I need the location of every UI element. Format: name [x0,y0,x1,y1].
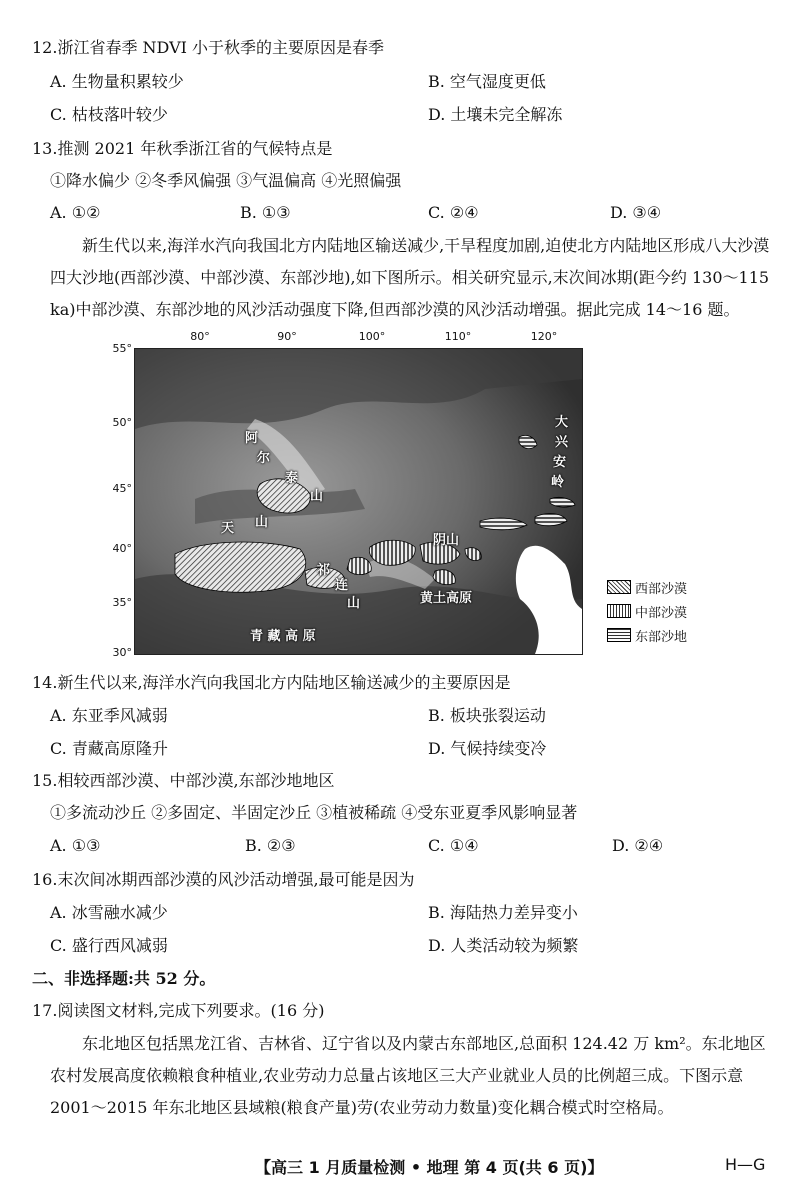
label-yinshan: 阴山 [433,533,460,548]
legend-item-mid [607,599,687,623]
terrain-map [134,348,583,655]
label-dxal-4: 岭 [551,475,565,490]
q15-option-c: C. ①④ [428,836,479,855]
lat-label-40: 40° [112,542,132,555]
q13-items: ①降水偏少 ②冬季风偏强 ③气温偏高 ④光照偏强 [50,171,402,190]
label-qingzang-plateau: 青 藏 高 原 [250,629,316,644]
q14-option-d: D. 气候持续变冷 [428,739,547,758]
legend-label-west: 西部沙漠 [635,581,688,597]
legend-swatch-west [607,580,631,594]
label-qilian-3: 山 [347,596,361,611]
lon-label-120: 120° [530,330,558,343]
q15-option-a: A. ①③ [50,836,101,855]
q16-option-c: C. 盛行西风减弱 [50,936,168,955]
material-paragraph: 新生代以来,海洋水汽向我国北方内陆地区输送减少,干旱程度加剧,迫使北方内陆地区形成八大沙漠四大沙地(西部沙漠、中部沙漠、东部沙地),如下图所示。相关研究显示,末次间冰期(距今约 130～115 ka)中部沙漠、东部沙地的风沙活动强度下降,但西部沙漠的风沙活动增强。据此完成 14～16 题。 [50,236,770,319]
legend-swatch-east [607,628,631,642]
label-altai-1: 阿 [245,431,259,446]
q13-option-a: A. ①② [50,203,101,222]
q13-option-b: B. ①③ [240,203,291,222]
legend-item-east [607,623,687,647]
map-legend [607,575,687,647]
q16-stem: 16.末次间冰期西部沙漠的风沙活动增强,最可能是因为 [32,870,415,889]
q15-stem: 15.相较西部沙漠、中部沙漠,东部沙地地区 [32,771,335,790]
q12-option-b: B. 空气湿度更低 [428,72,546,91]
label-dxal-3: 安 [553,455,567,470]
lat-label-50: 50° [112,416,132,429]
label-altai-2: 尔 [257,451,271,466]
section-2-heading: 二、非选择题:共 52 分。 [32,969,216,988]
lon-label-90: 90° [277,330,297,343]
lon-label-100: 100° [358,330,386,343]
q15-option-d: D. ②④ [612,836,664,855]
q14-option-c: C. 青藏高原隆升 [50,739,168,758]
label-altai-4: 山 [310,489,324,504]
q14-option-b: B. 板块张裂运动 [428,706,546,725]
lat-label-30: 30° [112,646,132,659]
q16-option-a: A. 冰雪融水减少 [50,903,168,922]
label-tianshan-1: 天 [221,521,235,536]
q14-stem: 14.新生代以来,海洋水汽向我国北方内陆地区输送减少的主要原因是 [32,673,511,692]
q12-option-c: C. 枯枝落叶较少 [50,105,168,124]
q14-option-a: A. 东亚季风减弱 [50,706,168,725]
q13-option-c: C. ②④ [428,203,479,222]
legend-item-west [607,575,687,599]
label-tianshan-2: 山 [255,515,269,530]
lat-label-55: 55° [112,342,132,355]
label-qilian-1: 祁 [317,563,331,578]
q17-stem: 17.阅读图文材料,完成下列要求。(16 分) [32,1001,325,1020]
page-code: H—G [725,1155,766,1174]
label-dxal-2: 兴 [555,435,569,450]
q13-stem: 13.推测 2021 年秋季浙江省的气候特点是 [32,139,333,158]
label-qilian-2: 连 [335,578,349,593]
q15-items: ①多流动沙丘 ②多固定、半固定沙丘 ③植被稀疏 ④受东亚夏季风影响显著 [50,803,578,822]
q12-stem: 12.浙江省春季 NDVI 小于秋季的主要原因是春季 [32,38,385,57]
lat-label-45: 45° [112,482,132,495]
legend-swatch-mid [607,604,631,618]
q15-option-b: B. ②③ [245,836,296,855]
lon-label-110: 110° [444,330,472,343]
label-loess-plateau: 黄土高原 [420,591,473,606]
desert-map-figure [102,330,702,660]
q12-option-a: A. 生物量积累较少 [50,72,184,91]
q16-option-d: D. 人类活动较为频繁 [428,936,579,955]
q17-material: 东北地区包括黑龙江省、吉林省、辽宁省以及内蒙古东部地区,总面积 124.42 万 km²。东北地区农村发展高度依赖粮食种植业,农业劳动力总量占该地区三大产业就业人员的比例超三成。下图示意 2001～2015 年东北地区县域粮(粮食产量)劳(农业劳动力数量)变化耦合模式时空格局。 [50,1034,766,1117]
q13-option-d: D. ③④ [610,203,662,222]
legend-label-mid: 中部沙漠 [635,605,688,621]
lon-label-80: 80° [190,330,210,343]
q12-option-d: D. 土壤未完全解冻 [428,105,563,124]
page-footer: 【高三 1 月质量检测 • 地理 第 4 页(共 6 页)】 [255,1158,604,1177]
q16-option-b: B. 海陆热力差异变小 [428,903,578,922]
legend-label-east: 东部沙地 [635,629,688,645]
label-dxal-1: 大 [555,415,569,430]
label-altai-3: 泰 [285,471,299,486]
lat-label-35: 35° [112,596,132,609]
